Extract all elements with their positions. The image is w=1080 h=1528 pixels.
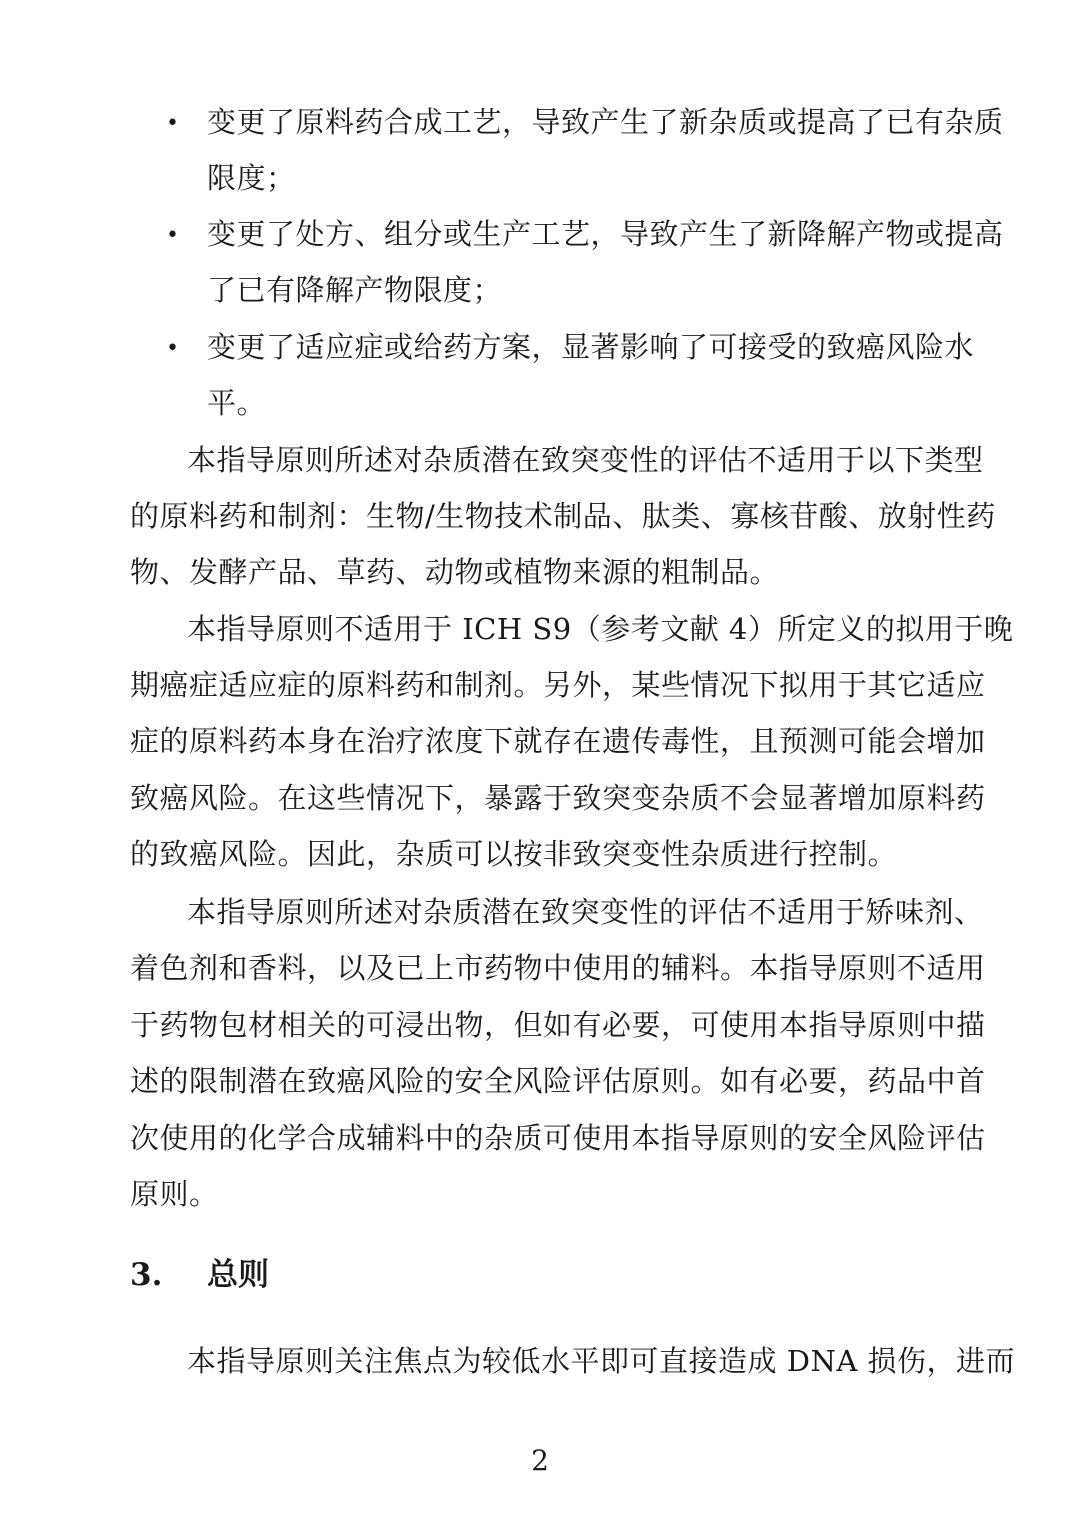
paragraph-line: 物、发酵产品、草药、动物或植物来源的粗制品。 [130,555,780,589]
paragraph-line: 的原料药和制剂：生物/生物技术制品、肽类、寡核苷酸、放射性药 [130,499,996,533]
paragraph-line: 次使用的化学合成辅料中的杂质可使用本指导原则的安全风险评估 [130,1121,986,1155]
paragraph-line: 的致癌风险。因此，杂质可以按非致突变性杂质进行控制。 [130,837,898,871]
bullet-icon: • [166,111,179,136]
paragraph-line: 于药物包材相关的可浸出物，但如有必要，可使用本指导原则中描 [130,1008,986,1042]
bullet-text-line: 平。 [207,386,267,420]
section-number: 3. [130,1257,163,1293]
paragraph-line: 原则。 [130,1177,219,1211]
paragraph-line: 本指导原则所述对杂质潜在致突变性的评估不适用于矫味剂、 [187,895,984,929]
section-title: 总则 [207,1257,269,1293]
bullet-icon: • [166,223,179,248]
paragraph-line: 本指导原则关注焦点为较低水平即可直接造成 DNA 损伤，进而 [187,1344,1016,1378]
page-number: 2 [531,1444,549,1477]
bullet-icon: • [166,336,179,361]
bullet-text-line: 变更了适应症或给药方案，显著影响了可接受的致癌风险水 [207,330,975,364]
bullet-text-line: 了已有降解产物限度； [207,273,503,307]
bullet-text-line: 变更了处方、组分或生产工艺，导致产生了新降解产物或提高 [207,217,1004,251]
paragraph-line: 期癌症适应症的原料药和制剂。另外，某些情况下拟用于其它适应 [130,668,986,702]
bullet-text-line: 变更了原料药合成工艺，导致产生了新杂质或提高了已有杂质 [207,105,1004,139]
paragraph-line: 述的限制潜在致癌风险的安全风险评估原则。如有必要，药品中首 [130,1064,986,1098]
paragraph-line: 本指导原则所述对杂质潜在致突变性的评估不适用于以下类型 [187,443,984,477]
paragraph-line: 症的原料药本身在治疗浓度下就存在遗传毒性，且预测可能会增加 [130,724,986,758]
paragraph-line: 致癌风险。在这些情况下，暴露于致突变杂质不会显著增加原料药 [130,781,986,815]
paragraph-line: 着色剂和香料，以及已上市药物中使用的辅料。本指导原则不适用 [130,951,986,985]
bullet-text-line: 限度； [207,161,296,195]
paragraph-line: 本指导原则不适用于 ICH S9（参考文献 4）所定义的拟用于晚 [187,612,1014,646]
